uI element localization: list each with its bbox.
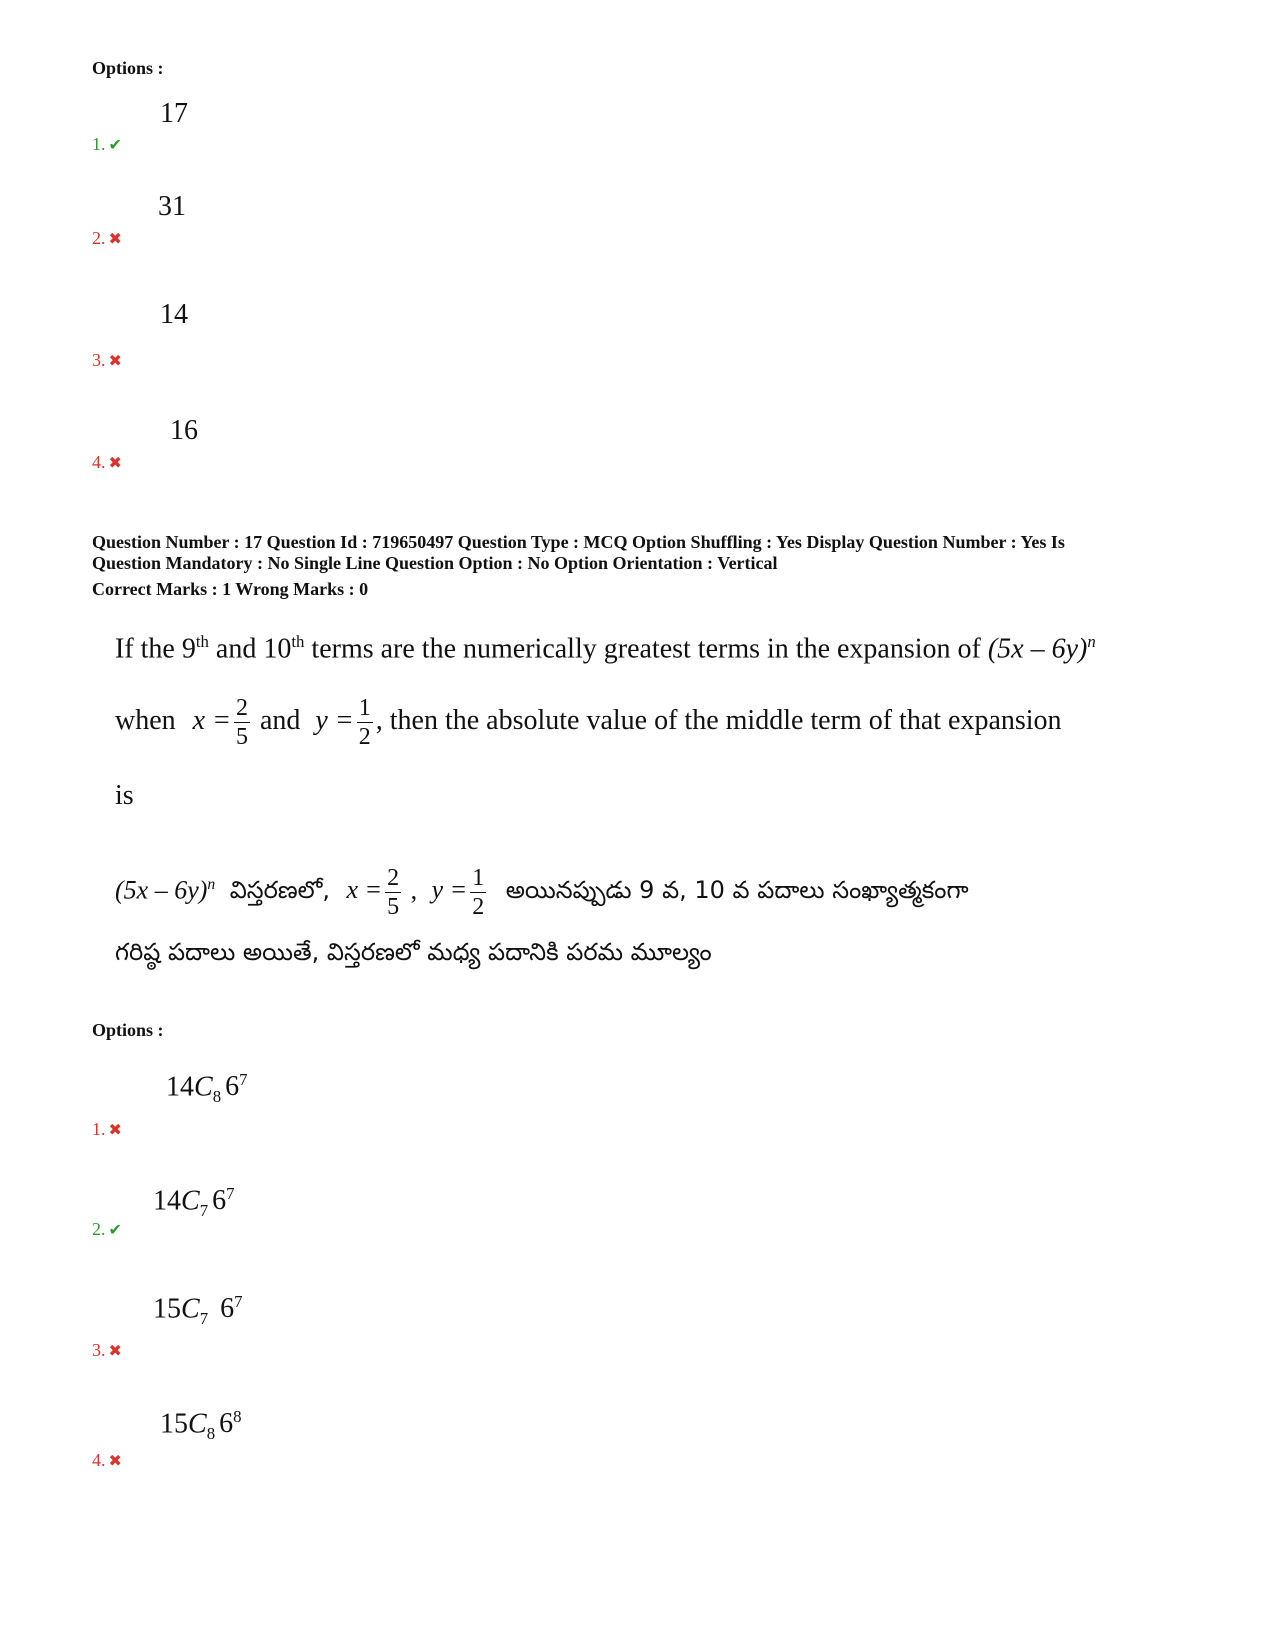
option-number: 2. bbox=[92, 228, 106, 248]
numerator: 1 bbox=[358, 695, 371, 721]
option-3 bbox=[92, 350, 122, 371]
option-value: 17 bbox=[160, 98, 188, 129]
cross-icon: ✖ bbox=[108, 1343, 122, 1360]
fraction-x bbox=[385, 866, 401, 919]
exponent: n bbox=[207, 875, 216, 893]
telugu-text: అయినప్పుడు 9 వ, 10 వ పదాలు సంఖ్యాత్మకంగా bbox=[505, 876, 969, 905]
combination: C bbox=[188, 1408, 207, 1440]
base: 6 bbox=[220, 1293, 235, 1325]
question-meta-line2: Question Mandatory : No Single Line Question Option : No Option Orientation : Vertical bbox=[92, 553, 778, 573]
option-formula bbox=[153, 1184, 234, 1221]
exponent: 7 bbox=[226, 1184, 235, 1203]
option-number: 4. bbox=[92, 1450, 106, 1470]
combination: C bbox=[194, 1071, 213, 1103]
marks-line: Correct Marks : 1 Wrong Marks : 0 bbox=[92, 579, 369, 599]
cross-icon: ✖ bbox=[108, 1122, 122, 1139]
option-formula bbox=[153, 1292, 242, 1329]
x-equals: x = bbox=[192, 704, 231, 736]
numerator: 1 bbox=[472, 865, 485, 891]
coef: 14 bbox=[153, 1185, 181, 1217]
subscript: 8 bbox=[212, 1086, 222, 1106]
exponent: 7 bbox=[234, 1292, 243, 1311]
combination: C bbox=[181, 1293, 200, 1325]
option-2 bbox=[92, 1219, 122, 1240]
text: when bbox=[115, 704, 176, 736]
exponent: 8 bbox=[233, 1407, 242, 1426]
option-4 bbox=[92, 452, 122, 473]
cross-icon: ✖ bbox=[108, 1453, 122, 1470]
fraction-y bbox=[357, 696, 373, 749]
question-text-line3: is bbox=[115, 780, 134, 811]
option-number: 4. bbox=[92, 452, 106, 472]
fraction-y bbox=[470, 866, 486, 919]
question-text-line1 bbox=[115, 632, 1096, 665]
subscript: 7 bbox=[199, 1200, 209, 1220]
text: If the 9 bbox=[115, 633, 196, 665]
text: , then the absolute value of the middle term of that expansion bbox=[375, 704, 1062, 736]
denominator: 2 bbox=[358, 724, 371, 750]
option-number: 1. bbox=[92, 134, 106, 154]
denominator: 5 bbox=[235, 724, 248, 750]
subscript: 8 bbox=[206, 1423, 216, 1443]
base: 6 bbox=[212, 1185, 227, 1217]
denominator: 2 bbox=[472, 894, 485, 920]
option-formula bbox=[160, 1407, 241, 1444]
text: and 10 bbox=[208, 633, 292, 665]
fraction-x bbox=[234, 696, 250, 749]
telugu-text-line2: గరిష్ఠ పదాలు అయితే, విస్తరణలో మధ్య పదానికి పరమ మూల్యం bbox=[115, 938, 712, 966]
option-number: 2. bbox=[92, 1219, 106, 1239]
expression: (5x – 6y) bbox=[115, 875, 208, 905]
combination: C bbox=[181, 1185, 200, 1217]
base: 6 bbox=[225, 1071, 240, 1103]
option-number: 1. bbox=[92, 1119, 106, 1139]
superscript: th bbox=[291, 632, 305, 651]
option-number: 3. bbox=[92, 350, 106, 370]
telugu-text: విస్తరణలో, bbox=[229, 876, 330, 905]
coef: 15 bbox=[153, 1293, 181, 1325]
exponent: 7 bbox=[239, 1070, 248, 1089]
telugu-text-line1 bbox=[115, 866, 969, 919]
question-text-line2 bbox=[115, 696, 1062, 749]
option-2 bbox=[92, 228, 122, 249]
base: 6 bbox=[219, 1408, 234, 1440]
check-icon: ✔ bbox=[108, 137, 122, 154]
y-equals: y = bbox=[315, 704, 354, 736]
option-4 bbox=[92, 1450, 122, 1471]
text: terms are the numerically greatest terms in the expansion of bbox=[304, 633, 988, 665]
x-equals: x = bbox=[346, 875, 383, 905]
option-number: 3. bbox=[92, 1340, 106, 1360]
text: , bbox=[410, 875, 418, 905]
cross-icon: ✖ bbox=[108, 455, 122, 472]
exponent: n bbox=[1087, 632, 1096, 651]
option-value: 16 bbox=[170, 415, 198, 446]
options-label: Options : bbox=[92, 58, 164, 78]
subscript: 7 bbox=[199, 1308, 209, 1328]
denominator: 5 bbox=[387, 894, 400, 920]
coef: 15 bbox=[160, 1408, 188, 1440]
option-1 bbox=[92, 1119, 122, 1140]
y-equals: y = bbox=[431, 875, 468, 905]
expression: (5x – 6y) bbox=[987, 633, 1088, 665]
option-value: 31 bbox=[158, 191, 186, 222]
numerator: 2 bbox=[387, 865, 400, 891]
option-3 bbox=[92, 1340, 122, 1361]
text: and bbox=[259, 704, 301, 736]
coef: 14 bbox=[166, 1071, 194, 1103]
question-meta-line1: Question Number : 17 Question Id : 719650497 Question Type : MCQ Option Shuffling : Yes Display Question Number : Yes Is bbox=[92, 532, 1065, 552]
superscript: th bbox=[195, 632, 209, 651]
cross-icon: ✖ bbox=[108, 353, 122, 370]
options-label: Options : bbox=[92, 1020, 164, 1040]
check-icon: ✔ bbox=[108, 1222, 122, 1239]
option-formula bbox=[166, 1070, 247, 1107]
numerator: 2 bbox=[235, 695, 248, 721]
cross-icon: ✖ bbox=[108, 231, 122, 248]
option-value: 14 bbox=[160, 299, 188, 330]
option-1 bbox=[92, 134, 122, 155]
